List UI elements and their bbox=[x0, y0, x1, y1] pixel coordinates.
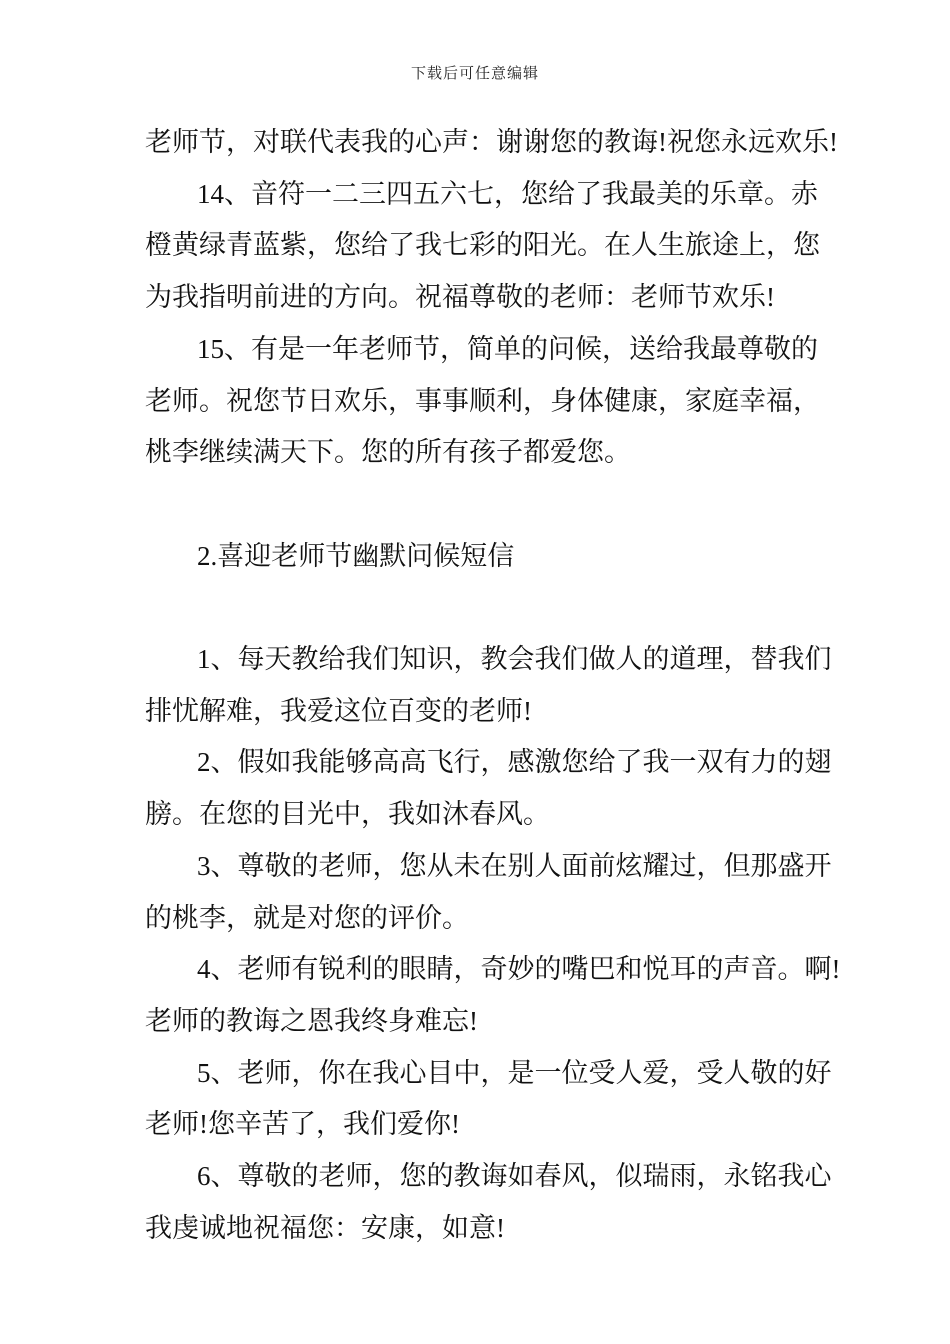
paragraph bbox=[145, 1151, 832, 1254]
text-line: 橙黄绿青蓝紫，您给了我七彩的阳光。在人生旅途上，您 bbox=[145, 230, 820, 261]
text-line: 2、假如我能够高高飞行，感激您给了我一双有力的翅 bbox=[197, 747, 832, 778]
text-line: 我虔诚地祝福您：安康，如意! bbox=[145, 1212, 505, 1243]
paragraph bbox=[145, 117, 838, 169]
text-line: 桃李继续满天下。您的所有孩子都爱您。 bbox=[145, 437, 631, 468]
paragraph bbox=[145, 944, 841, 1047]
text-line: 为我指明前进的方向。祝福尊敬的老师：老师节欢乐! bbox=[145, 282, 775, 313]
paragraph bbox=[145, 737, 832, 840]
section-heading bbox=[145, 531, 805, 583]
paragraph bbox=[145, 841, 832, 944]
text-line: 14、音符一二三四五六七，您给了我最美的乐章。赤 bbox=[197, 178, 818, 209]
paragraph bbox=[145, 634, 832, 737]
page-header-note: 下载后可任意编辑 bbox=[410, 66, 539, 82]
text-line: 2.喜迎老师节幽默问候短信 bbox=[197, 540, 515, 571]
text-line: 老师。祝您节日欢乐，事事顺利，身体健康，家庭幸福， bbox=[145, 385, 820, 416]
paragraph bbox=[145, 169, 820, 324]
text-line: 老师节，对联代表我的心声：谢谢您的教诲!祝您永远欢乐! bbox=[145, 127, 838, 157]
paragraph bbox=[145, 1048, 832, 1151]
text-line: 膀。在您的目光中，我如沐春风。 bbox=[145, 799, 550, 830]
text-line: 老师的教诲之恩我终身难忘! bbox=[145, 1005, 478, 1036]
text-line: 6、尊敬的老师，您的教诲如春风，似瑞雨，永铭我心 bbox=[197, 1161, 832, 1192]
text-line: 15、有是一年老师节，简单的问候，送给我最尊敬的 bbox=[197, 333, 818, 364]
document-body bbox=[145, 117, 841, 1254]
text-line: 4、老师有锐利的眼睛，奇妙的嘴巴和悦耳的声音。啊! bbox=[197, 954, 841, 985]
text-line: 5、老师，你在我心目中，是一位受人爱，受人敬的好 bbox=[197, 1057, 832, 1088]
text-line: 老师!您辛苦了，我们爱你! bbox=[145, 1109, 460, 1140]
paragraph bbox=[145, 324, 820, 479]
text-line: 排忧解难，我爱这位百变的老师! bbox=[145, 695, 532, 726]
text-line: 的桃李，就是对您的评价。 bbox=[145, 902, 469, 933]
text-line: 3、尊敬的老师，您从未在别人面前炫耀过，但那盛开 bbox=[197, 850, 832, 881]
text-line: 1、每天教给我们知识，教会我们做人的道理，替我们 bbox=[197, 644, 832, 674]
